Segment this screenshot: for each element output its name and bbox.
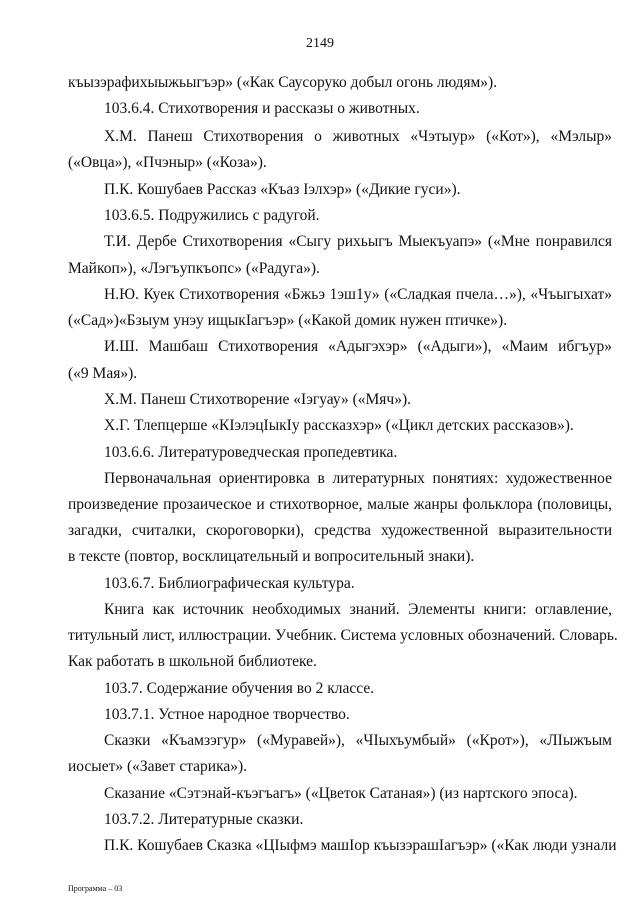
section-heading: 103.6.4. Стихотворения и рассказы о животных. bbox=[104, 100, 420, 117]
text-line: Как работать в школьной библиотеке. bbox=[68, 653, 317, 670]
text-line: Х.М. Панеш Стихотворение «Iэгуау» («Мяч»). bbox=[104, 391, 412, 408]
text-line: Н.Ю. Куек Стихотворения «Бжьэ 1эш1у» («Сладкая пчела…»), «Чъыгыхат» bbox=[104, 286, 612, 303]
text-line: Книга как источник необходимых знаний. Элементы книги: оглавление, bbox=[104, 601, 612, 618]
section-heading: 103.7.2. Литературные сказки. bbox=[104, 811, 304, 828]
page-footer: Программа – 03 bbox=[68, 884, 123, 893]
section-heading: 103.7.1. Устное народное творчество. bbox=[104, 706, 350, 723]
text-line: («Овца»), «Пчэныр» («Коза»). bbox=[68, 154, 267, 171]
text-line: («Сад»)«Бзыум унэу ищыкIагъэр» («Какой домик нужен птичке»). bbox=[68, 312, 508, 329]
text-line: в тексте (повтор, восклицательный и вопросительный знаки). bbox=[68, 548, 475, 565]
text-line: загадки, считалки, скороговорки), средства художественной выразительности bbox=[68, 522, 612, 539]
text-line: иосыет» («Завет старика»). bbox=[68, 758, 248, 775]
text-line: И.Ш. Машбаш Стихотворения «Адыгэхэр» («Адыги»), «Маим ибгъур» bbox=[104, 338, 612, 355]
text-line: Х.М. Панеш Стихотворения о животных «Чэтыур» («Кот»), «Мэлыр» bbox=[104, 128, 612, 145]
text-line: произведение прозаическое и стихотворное, малые жанры фольклора (половицы, bbox=[68, 496, 612, 513]
text-line: П.К. Кошубаев Рассказ «Къаз Iэлхэр» («Дикие гуси»). bbox=[104, 181, 461, 198]
section-heading: 103.7. Содержание обучения во 2 классе. bbox=[104, 680, 375, 697]
text-line: Сказки «Къамзэгур» («Муравей»), «ЧIыхъумбый» («Крот»), «ЛIыжъым bbox=[104, 732, 612, 749]
section-heading: 103.6.7. Библиографическая культура. bbox=[104, 575, 355, 592]
text-line: Т.И. Дербе Стихотворения «Сыгу рихьыгъ Мыекъуапэ» («Мне понравился bbox=[104, 233, 612, 250]
text-line: къызэрафихыыжьыгъэр» («Как Саусоруко добыл огонь людям»). bbox=[68, 74, 498, 91]
text-line: Х.Г. Тлепцерше «КIэлэцIыкIу рассказхэр» («Цикл детских рассказов»). bbox=[104, 417, 574, 434]
text-line: титульный лист, иллюстрации. Учебник. Система условных обозначений. Словарь. bbox=[68, 627, 618, 644]
section-heading: 103.6.6. Литературоведческая пропедевтика. bbox=[104, 444, 398, 461]
text-line: Первоначальная ориентировка в литературных понятиях: художественное bbox=[104, 470, 612, 487]
text-line: Майкоп»), «Лэгъупкъопс» («Радуга»). bbox=[68, 260, 320, 277]
page-number: 2149 bbox=[306, 36, 334, 51]
text-line: Сказание «Сэтэнай-къэгъагъ» («Цветок Сатаная») (из нартского эпоса). bbox=[104, 785, 578, 802]
section-heading: 103.6.5. Подружились с радугой. bbox=[104, 207, 320, 224]
text-line: («9 Мая»). bbox=[68, 365, 138, 382]
text-line: П.К. Кошубаев Сказка «ЦIыфмэ машIор къызэрашIагъэр» («Как люди узнали bbox=[104, 837, 617, 854]
